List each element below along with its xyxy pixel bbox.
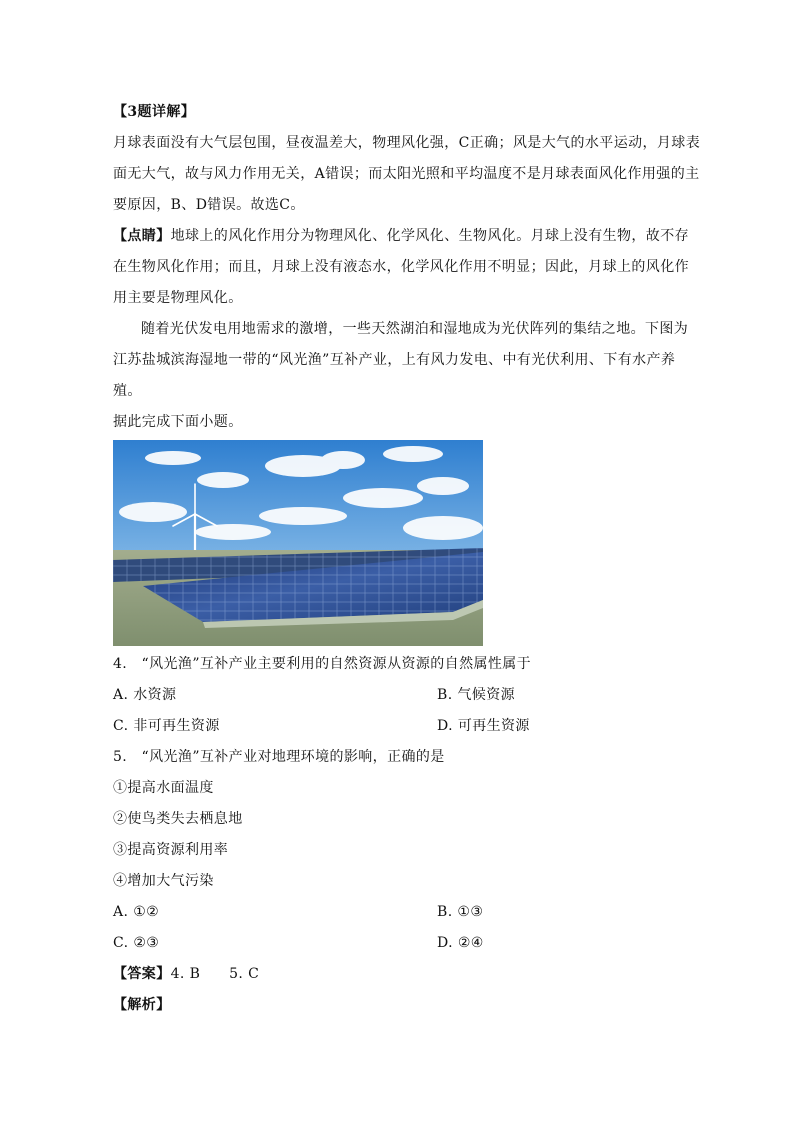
tip-line-3: 用主要是物理风化。 [113, 290, 243, 306]
tip-label: 【点睛】 [113, 228, 171, 244]
q4-stem: 4. “风光渔”互补产业主要利用的自然资源从资源的自然属性属于 [113, 656, 532, 672]
tip-text-1: 地球上的风化作用分为物理风化、化学风化、生物风化。月球上没有生物，故不存 [170, 228, 690, 244]
q5-stem: 5. “风光渔”互补产业对地理环境的影响，正确的是 [113, 749, 445, 765]
q5-option-a: A. ①② [113, 904, 160, 920]
q5-option-b: B. ①③ [437, 904, 484, 920]
tip-line-2: 在生物风化作用；而且，月球上没有液态水，化学风化作用不明显；因此，月球上的风化作 [113, 259, 689, 275]
photo-illustration [113, 440, 483, 646]
intro-prompt: 据此完成下面小题。 [113, 414, 243, 430]
analysis-label: 【解析】 [113, 997, 171, 1013]
q4-option-a: A. 水资源 [113, 687, 177, 703]
q5-statement-3: ③提高资源利用率 [113, 842, 229, 858]
q5-statement-2: ②使鸟类失去栖息地 [113, 811, 243, 827]
q5-option-c: C. ②③ [113, 935, 160, 951]
section3-line-2: 面无大气，故与风力作用无关，A错误；而太阳光照和平均温度不是月球表面风化作用强的主 [113, 166, 700, 182]
answer-label: 【答案】 [113, 966, 171, 982]
q4-option-d: D. 可再生资源 [437, 718, 530, 734]
solar-wind-photo [113, 440, 483, 646]
q5-statement-4: ④增加大气污染 [113, 873, 214, 889]
tip-line-1 [113, 226, 690, 246]
answer-line [113, 964, 683, 984]
answer-text: 4. B 5. C [170, 966, 260, 982]
section3-line-3: 要原因，B、D错误。故选C。 [113, 197, 305, 213]
section3-line-1: 月球表面没有大气层包围，昼夜温差大，物理风化强，C正确；风是大气的水平运动，月球表 [113, 135, 701, 151]
q4-option-c: C. 非可再生资源 [113, 718, 220, 734]
q5-option-d: D. ②④ [437, 935, 484, 951]
intro-line-3: 殖。 [113, 383, 142, 399]
q4-option-b: B. 气候资源 [437, 687, 515, 703]
q5-statement-1: ①提高水面温度 [113, 780, 214, 796]
section3-heading: 【3题详解】 [113, 104, 196, 120]
intro-line-1: 随着光伏发电用地需求的激增，一些天然湖泊和湿地成为光伏阵列的集结之地。下图为 [141, 321, 689, 337]
intro-line-2: 江苏盐城滨海湿地一带的“风光渔”互补产业，上有风力发电、中有光伏利用、下有水产养 [113, 352, 676, 368]
